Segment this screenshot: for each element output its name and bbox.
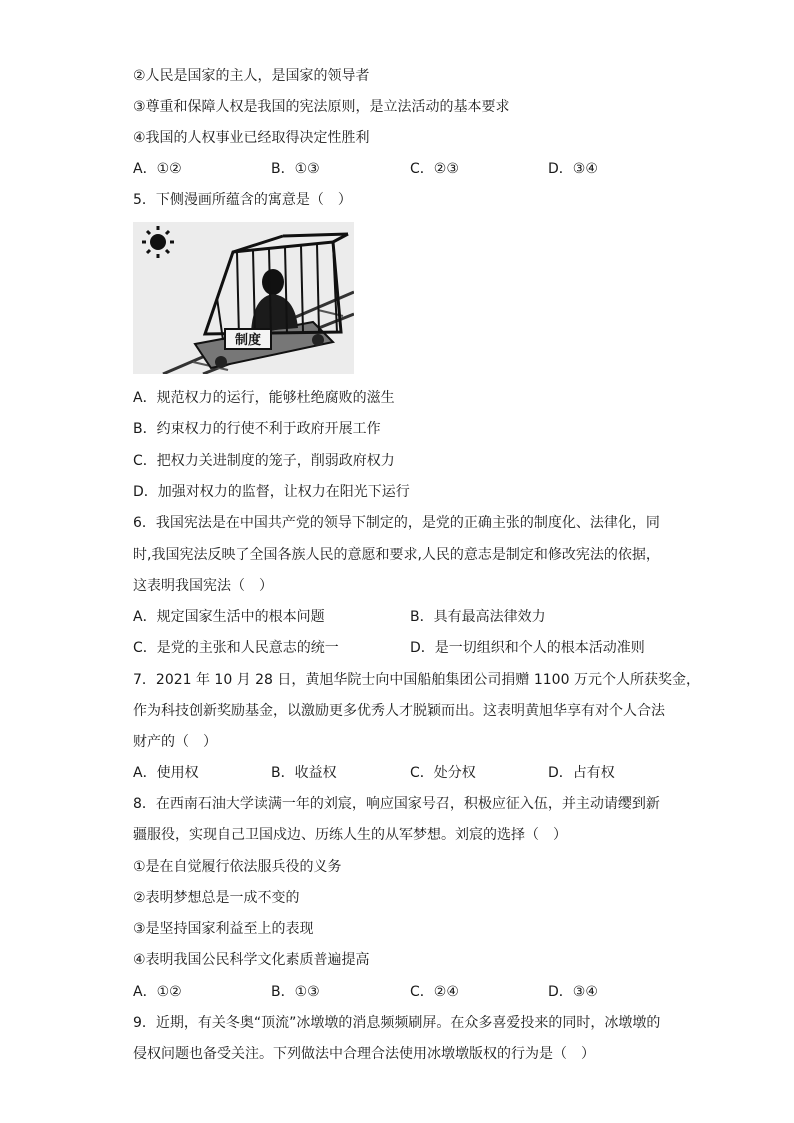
q6-stem-line-2: 时,我国宪法反映了全国各族人民的意愿和要求,人民的意志是制定和修改宪法的依据， [133,547,660,563]
q7-option-c: C．处分权 [410,765,476,781]
q8-option-d: D．③④ [548,984,598,1000]
q6-option-b: B．具有最高法律效力 [410,609,546,625]
q4-item-4: ④我国的人权事业已经取得决定性胜利 [133,130,370,146]
q4-option-b: B．①③ [271,161,320,177]
q6-option-c: C．是党的主张和人民意志的统一 [133,640,339,656]
cartoon-image [133,222,354,374]
q8-item-4: ④表明我国公民科学文化素质普遍提高 [133,952,370,968]
q6-stem-line-3: 这表明我国宪法（ ） [133,578,273,594]
q9-stem-line-1: 9．近期，有关冬奥“顶流”冰墩墩的消息频频刷屏。在众多喜爱投来的同时，冰墩墩的 [133,1015,661,1031]
q9-stem-line-2: 侵权问题也备受关注。下列做法中合理合法使用冰墩墩版权的行为是（ ） [133,1046,595,1062]
q6-option-d: D．是一切组织和个人的根本活动准则 [410,640,645,656]
q8-item-2: ②表明梦想总是一成不变的 [133,890,300,906]
q6-option-a: A．规定国家生活中的根本问题 [133,609,325,625]
q5-option-c: C．把权力关进制度的笼子，削弱政府权力 [133,453,395,469]
q7-stem-line-2: 作为科技创新奖励基金，以激励更多优秀人才脱颖而出。这表明黄旭华享有对个人合法 [133,703,665,719]
q4-option-c: C．②③ [410,161,459,177]
q7-stem-line-3: 财产的（ ） [133,734,217,750]
q8-option-c: C．②④ [410,984,459,1000]
q5-option-b: B．约束权力的行使不利于政府开展工作 [133,421,381,437]
q7-option-d: D．占有权 [548,765,615,781]
q6-stem-line-1: 6．我国宪法是在中国共产党的领导下制定的，是党的正确主张的制度化、法律化，同 [133,515,660,531]
q8-item-1: ①是在自觉履行依法服兵役的义务 [133,859,342,875]
q7-option-a: A．使用权 [133,765,199,781]
q8-option-a: A．①② [133,984,182,1000]
q4-option-a: A．①② [133,161,182,177]
cage-label: 制度 [234,333,262,348]
q8-stem-line-2: 疆服役，实现自己卫国戍边、历练人生的从军梦想。刘宸的选择（ ） [133,827,567,843]
q4-item-2: ②人民是国家的主人，是国家的领导者 [133,68,370,84]
q7-stem-line-1: 7．2021 年 10 月 28 日，黄旭华院士向中国船舶集团公司捐赠 1100 万元个人所获奖金， [133,672,700,688]
q8-stem-line-1: 8．在西南石油大学读满一年的刘宸，响应国家号召，积极应征入伍，并主动请缨到新 [133,796,660,812]
cage-cartoon-illustration [133,222,354,374]
q4-item-3: ③尊重和保障人权是我国的宪法原则，是立法活动的基本要求 [133,99,510,115]
q5-option-d: D．加强对权力的监督，让权力在阳光下运行 [133,484,410,500]
q7-option-b: B．收益权 [271,765,337,781]
q8-item-3: ③是坚持国家利益至上的表现 [133,921,314,937]
q5-option-a: A．规范权力的运行，能够杜绝腐败的滋生 [133,390,395,406]
q8-option-b: B．①③ [271,984,320,1000]
q4-option-d: D．③④ [548,161,598,177]
q5-stem: 5．下侧漫画所蕴含的寓意是（ ） [133,192,352,208]
